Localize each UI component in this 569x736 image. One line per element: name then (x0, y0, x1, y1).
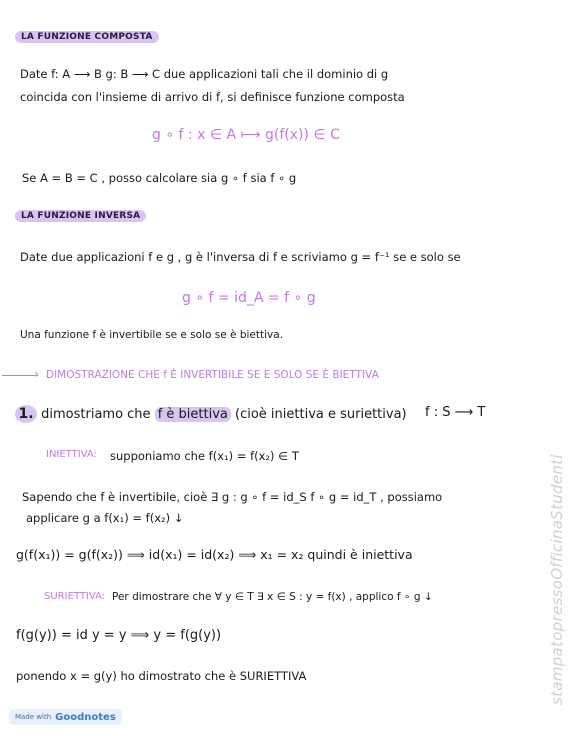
composta-line-1: Date f: A ⟶ B g: B ⟶ C due applicazioni tali che il dominio di g (20, 67, 389, 81)
heading-funzione-composta: LA FUNZIONE COMPOSTA (15, 31, 159, 43)
step-number: 1. (15, 405, 37, 423)
sapendo-line: Sapendo che f è invertibile, cioè ∃ g : g ∘ f = id_S f ∘ g = id_T , possiamo (22, 490, 443, 504)
step-map: f : S ⟶ T (425, 405, 486, 420)
composta-formula: g ∘ f : x ∈ A ⟼ g(f(x)) ∈ C (152, 127, 340, 143)
step-text-highlight: f è biettiva (155, 407, 231, 422)
inversa-line-1: Date due applicazioni f e g , g è l'inversa di f e scriviamo g = f⁻¹ se e solo se (20, 250, 461, 264)
demo-title: DIMOSTRAZIONE CHE f È INVERTIBILE SE E SOLO SE È BIETTIVA (46, 369, 379, 381)
suriettiva-formula: f(g(y)) = id y = y ⟹ y = f(g(y)) (16, 628, 222, 643)
vertical-watermark: stampatopressoOfficinaStudenti (548, 454, 566, 705)
composta-line-2: coincida con l'insieme di arrivo di f, si definisce funzione composta (20, 90, 405, 104)
applicare-line: applicare g a f(x₁) = f(x₂) ↓ (26, 511, 184, 525)
inversa-formula: g ∘ f = id_A = f ∘ g (182, 290, 316, 306)
suriettiva-text: Per dimostrare che ∀ y ∈ T ∃ x ∈ S : y = f(x) , applico f ∘ g ↓ (112, 591, 433, 603)
badge-brand: Goodnotes (55, 711, 116, 723)
step-text-b: (cioè iniettiva e suriettiva) (235, 407, 407, 422)
iniettiva-formula: g(f(x₁)) = g(f(x₂)) ⟹ id(x₁) = id(x₂) ⟹ x₁ = x₂ quindi è iniettiva (16, 547, 413, 562)
goodnotes-badge (9, 709, 122, 725)
suriettiva-label: SURIETTIVA: (44, 591, 106, 602)
demo-arrow-line (2, 375, 38, 376)
demo-arrow-head: › (34, 367, 39, 381)
iniettiva-label: INIETTIVA: (46, 449, 97, 460)
inversa-line-2: Una funzione f è invertibile se e solo se è biettiva. (20, 329, 284, 341)
iniettiva-text: supponiamo che f(x₁) = f(x₂) ∈ T (110, 449, 299, 463)
heading-funzione-inversa: LA FUNZIONE INVERSA (15, 210, 146, 222)
step-1-row (15, 405, 407, 423)
step-text-a: dimostriamo che (41, 407, 151, 422)
badge-made-with: Made with (15, 713, 52, 721)
composta-line-3: Se A = B = C , posso calcolare sia g ∘ f sia f ∘ g (22, 171, 297, 185)
ponendo-line: ponendo x = g(y) ho dimostrato che è SURIETTIVA (16, 669, 307, 683)
